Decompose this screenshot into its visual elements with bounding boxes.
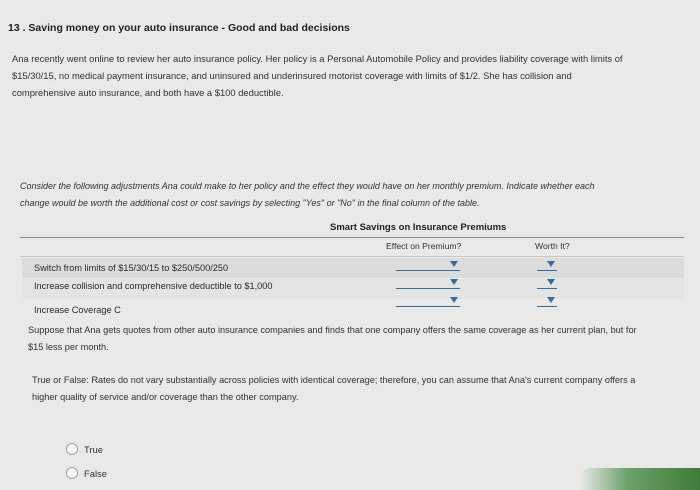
dropdown-arrow-icon	[547, 297, 555, 303]
option-false-label: False	[84, 467, 107, 479]
worth-dropdown-limits[interactable]	[537, 260, 557, 271]
table-top-rule	[20, 237, 684, 238]
dropdown-arrow-icon	[450, 297, 458, 303]
table-header-rule	[20, 256, 684, 257]
question-title: 13 . Saving money on your auto insurance - Good and bad decisions	[8, 22, 350, 34]
intro-paragraph	[12, 50, 692, 101]
quotes-paragraph	[28, 322, 696, 356]
option-true[interactable]	[66, 443, 103, 455]
instructions-line-1: Consider the following adjustments Ana could make to her policy and the effect they would have on her monthly premium. Indicate whether each	[20, 181, 595, 191]
true-false-line-1: True or False: Rates do not vary substantially across policies with identical coverage; therefore, you can assume that Ana's current company offers a	[32, 375, 636, 385]
dropdown-arrow-icon	[450, 261, 458, 267]
instructions-line-2: change would be worth the additional cost or cost savings by selecting "Yes" or "No" in the final column of the table.	[20, 198, 480, 208]
true-false-line-2: higher quality of service and/or coverage than the other company.	[32, 392, 299, 402]
effect-dropdown-coverage-c[interactable]	[396, 296, 460, 307]
table-title: Smart Savings on Insurance Premiums	[330, 222, 507, 233]
option-true-label: True	[84, 443, 103, 455]
dropdown-arrow-icon	[450, 279, 458, 285]
intro-line-2: $15/30/15, no medical payment insurance, and uninsured and underinsured motorist coverage with limits of $1/2. She has collision and	[12, 70, 572, 81]
row-label-deductible: Increase collision and comprehensive deductible to $1,000	[34, 281, 273, 291]
row-label-coverage-c: Increase Coverage C	[34, 305, 121, 315]
dropdown-arrow-icon	[547, 279, 555, 285]
radio-true[interactable]	[66, 443, 78, 455]
intro-line-3: comprehensive auto insurance, and both have a $100 deductible.	[12, 87, 284, 98]
quotes-line-2: $15 less per month.	[28, 342, 109, 352]
column-header-worth: Worth It?	[535, 241, 570, 251]
row-label-limits: Switch from limits of $15/30/15 to $250/500/250	[34, 263, 229, 273]
effect-dropdown-limits[interactable]	[396, 260, 460, 271]
intro-line-1: Ana recently went online to review her auto insurance policy. Her policy is a Personal Automobile Policy and provides liability coverage with limits of	[12, 53, 623, 64]
decorative-corner	[580, 468, 700, 490]
option-false[interactable]	[66, 467, 107, 479]
quotes-line-1: Suppose that Ana gets quotes from other auto insurance companies and finds that one company offers the same coverage as her current plan, but for	[28, 325, 637, 335]
table-row	[22, 300, 684, 320]
instructions-paragraph	[20, 178, 690, 212]
effect-dropdown-deductible[interactable]	[396, 278, 460, 289]
column-header-effect: Effect on Premium?	[386, 241, 462, 251]
worth-dropdown-deductible[interactable]	[537, 278, 557, 289]
radio-false[interactable]	[66, 467, 78, 479]
worth-dropdown-coverage-c[interactable]	[537, 296, 557, 307]
dropdown-arrow-icon	[547, 261, 555, 267]
true-false-question	[32, 372, 694, 406]
